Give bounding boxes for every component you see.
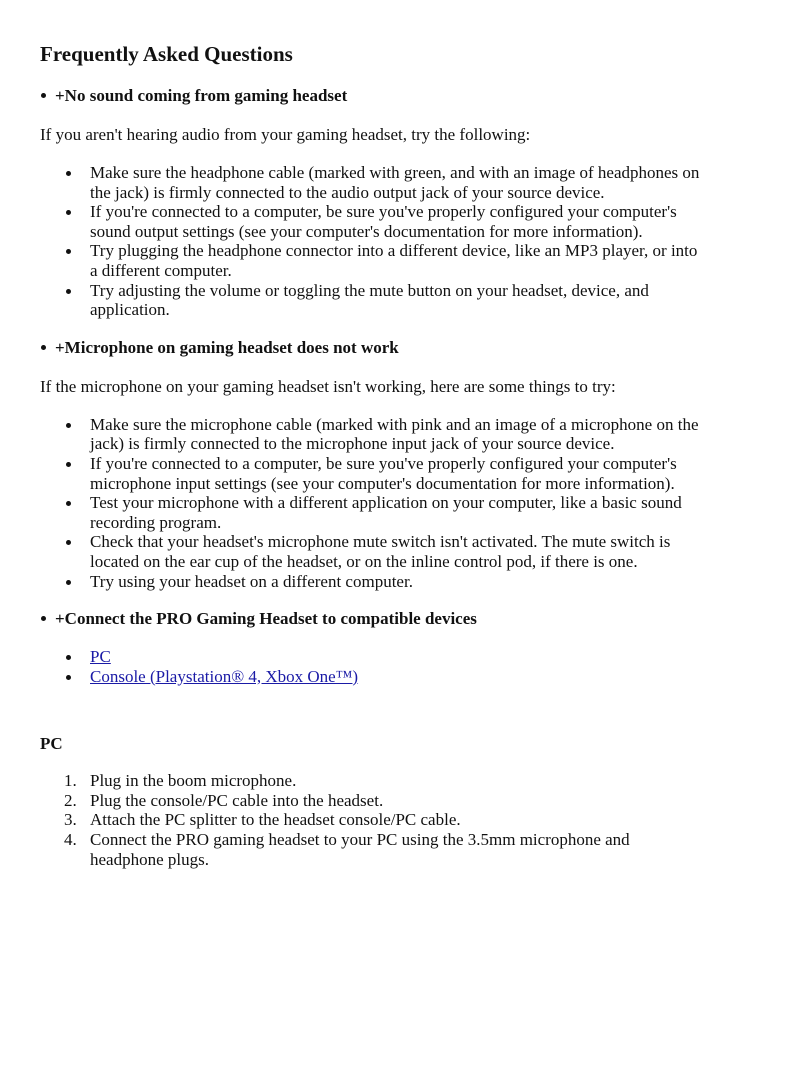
step-number: 3. bbox=[64, 810, 77, 830]
list-item: If you're connected to a computer, be sure you've properly configured your computer's sound output settings (see your computer's documentation for more information). bbox=[90, 202, 768, 241]
step-item bbox=[64, 771, 768, 791]
faq-intro-no-sound: If you aren't hearing audio from your gaming headset, try the following: bbox=[40, 125, 531, 144]
step-text: Plug in the boom microphone. bbox=[90, 771, 297, 791]
link-pc[interactable]: PC bbox=[90, 647, 111, 667]
list-item: Try adjusting the volume or toggling the mute button on your headset, device, and application. bbox=[90, 281, 768, 320]
faq-tips-no-sound bbox=[40, 163, 768, 320]
list-item bbox=[90, 647, 768, 667]
step-text: Attach the PC splitter to the headset console/PC cable. bbox=[90, 810, 461, 830]
list-item: Try plugging the headphone connector into a different device, like an MP3 player, or into a different computer. bbox=[90, 241, 768, 280]
step-number: 1. bbox=[64, 771, 77, 791]
faq-tips-microphone bbox=[40, 415, 768, 591]
list-item: Try using your headset on a different computer. bbox=[90, 572, 768, 592]
step-item bbox=[64, 790, 768, 811]
step-item bbox=[64, 830, 768, 869]
list-item: Make sure the microphone cable (marked with pink and an image of a microphone on the jack) is firmly connected to the microphone input jack of your source device. bbox=[90, 415, 768, 454]
step-text: Connect the PRO gaming headset to your PC using the 3.5mm microphone and headphone plugs. bbox=[90, 830, 630, 869]
faq-intro-microphone: If the microphone on your gaming headset isn't working, here are some things to try: bbox=[40, 376, 616, 396]
link-console[interactable]: Console (Playstation® 4, Xbox One™) bbox=[90, 666, 359, 686]
step-number: 4. bbox=[64, 830, 77, 850]
faq-heading-microphone: +Microphone on gaming headset does not work bbox=[40, 337, 768, 359]
step-text: Plug the console/PC cable into the headset. bbox=[90, 790, 384, 810]
page-title: Frequently Asked Questions bbox=[40, 42, 293, 66]
list-item: Test your microphone with a different application on your computer, like a basic sound recording program. bbox=[90, 493, 768, 532]
list-item bbox=[90, 667, 768, 687]
faq-heading-no-sound: +No sound coming from gaming headset bbox=[40, 85, 768, 107]
pc-section-title: PC bbox=[40, 734, 63, 754]
step-number: 2. bbox=[64, 790, 77, 810]
list-item: Check that your headset's microphone mute switch isn't activated. The mute switch is located on the ear cup of the headset, or on the inline control pod, if there is one. bbox=[90, 532, 768, 571]
step-item bbox=[64, 810, 768, 830]
list-item: Make sure the headphone cable (marked with green, and with an image of headphones on the jack) is firmly connected to the audio output jack of your source device. bbox=[90, 163, 768, 202]
list-item: If you're connected to a computer, be sure you've properly configured your computer's microphone input settings (see your computer's documentation for more information). bbox=[90, 454, 768, 493]
pc-steps bbox=[40, 771, 768, 869]
device-links bbox=[40, 647, 768, 686]
faq-heading-connect: +Connect the PRO Gaming Headset to compatible devices bbox=[40, 608, 768, 630]
